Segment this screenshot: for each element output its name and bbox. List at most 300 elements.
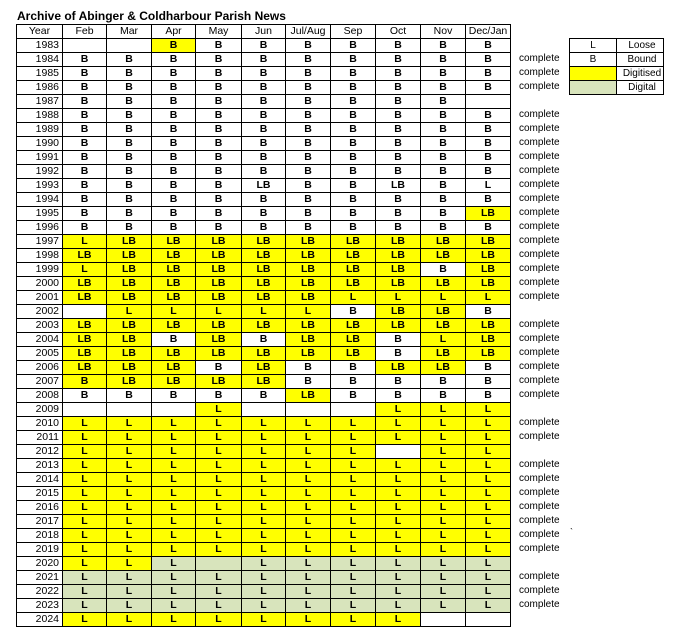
issue-cell[interactable]: LB xyxy=(286,263,331,277)
issue-cell[interactable]: LB xyxy=(421,361,466,375)
year-cell[interactable]: 2017 xyxy=(17,515,63,529)
issue-cell[interactable] xyxy=(466,613,511,627)
issue-cell[interactable]: B xyxy=(196,95,242,109)
issue-cell[interactable]: L xyxy=(63,585,107,599)
issue-cell[interactable]: L xyxy=(286,571,331,585)
issue-cell[interactable]: L xyxy=(63,515,107,529)
issue-cell[interactable]: B xyxy=(421,137,466,151)
issue-cell[interactable]: B xyxy=(286,39,331,53)
issue-cell[interactable]: B xyxy=(286,193,331,207)
issue-cell[interactable] xyxy=(63,305,107,319)
issue-cell[interactable] xyxy=(107,39,152,53)
issue-cell[interactable]: L xyxy=(196,529,242,543)
issue-cell[interactable]: L xyxy=(196,515,242,529)
issue-cell[interactable]: B xyxy=(376,95,421,109)
issue-cell[interactable]: L xyxy=(152,599,196,613)
issue-cell[interactable]: L xyxy=(242,473,286,487)
issue-cell[interactable]: LB xyxy=(196,375,242,389)
issue-cell[interactable]: B xyxy=(421,109,466,123)
issue-cell[interactable]: L xyxy=(421,599,466,613)
issue-cell[interactable]: L xyxy=(466,403,511,417)
issue-cell[interactable]: L xyxy=(466,515,511,529)
issue-cell[interactable]: L xyxy=(421,431,466,445)
issue-cell[interactable]: L xyxy=(376,529,421,543)
issue-cell[interactable]: B xyxy=(466,123,511,137)
issue-cell[interactable]: L xyxy=(421,571,466,585)
issue-cell[interactable]: LB xyxy=(466,347,511,361)
issue-cell[interactable]: B xyxy=(466,39,511,53)
year-cell[interactable]: 2006 xyxy=(17,361,63,375)
issue-cell[interactable]: LB xyxy=(242,179,286,193)
issue-cell[interactable]: LB xyxy=(107,263,152,277)
issue-cell[interactable]: B xyxy=(63,165,107,179)
issue-cell[interactable]: B xyxy=(152,123,196,137)
issue-cell[interactable]: B xyxy=(196,53,242,67)
issue-cell[interactable]: L xyxy=(63,263,107,277)
issue-cell[interactable]: B xyxy=(63,109,107,123)
issue-cell[interactable]: L xyxy=(376,291,421,305)
issue-cell[interactable]: LB xyxy=(152,347,196,361)
issue-cell[interactable]: L xyxy=(63,445,107,459)
issue-cell[interactable]: L xyxy=(107,487,152,501)
issue-cell[interactable]: B xyxy=(63,389,107,403)
issue-cell[interactable]: L xyxy=(107,459,152,473)
issue-cell[interactable]: L xyxy=(196,459,242,473)
issue-cell[interactable]: B xyxy=(421,263,466,277)
issue-cell[interactable]: B xyxy=(331,109,376,123)
year-cell[interactable]: 2009 xyxy=(17,403,63,417)
column-header-year[interactable]: Year xyxy=(17,25,63,39)
issue-cell[interactable]: L xyxy=(376,613,421,627)
issue-cell[interactable]: L xyxy=(107,599,152,613)
issue-cell[interactable]: L xyxy=(286,305,331,319)
issue-cell[interactable]: L xyxy=(286,473,331,487)
issue-cell[interactable]: B xyxy=(242,207,286,221)
issue-cell[interactable]: B xyxy=(196,39,242,53)
issue-cell[interactable]: LB xyxy=(63,347,107,361)
issue-cell[interactable]: L xyxy=(63,557,107,571)
issue-cell[interactable] xyxy=(376,445,421,459)
issue-cell[interactable]: B xyxy=(152,221,196,235)
issue-cell[interactable]: B xyxy=(152,207,196,221)
column-header[interactable]: Oct xyxy=(376,25,421,39)
year-cell[interactable]: 2005 xyxy=(17,347,63,361)
issue-cell[interactable]: B xyxy=(331,81,376,95)
issue-cell[interactable]: B xyxy=(286,137,331,151)
issue-cell[interactable]: LB xyxy=(152,277,196,291)
issue-cell[interactable]: LB xyxy=(63,249,107,263)
issue-cell[interactable]: L xyxy=(286,585,331,599)
issue-cell[interactable]: B xyxy=(196,221,242,235)
issue-cell[interactable]: L xyxy=(107,515,152,529)
issue-cell[interactable]: B xyxy=(242,53,286,67)
issue-cell[interactable]: B xyxy=(107,179,152,193)
issue-cell[interactable]: L xyxy=(242,501,286,515)
issue-cell[interactable]: L xyxy=(376,599,421,613)
issue-cell[interactable]: B xyxy=(242,137,286,151)
issue-cell[interactable]: L xyxy=(196,571,242,585)
issue-cell[interactable]: L xyxy=(196,613,242,627)
issue-cell[interactable]: B xyxy=(107,207,152,221)
year-cell[interactable]: 1997 xyxy=(17,235,63,249)
issue-cell[interactable]: B xyxy=(331,361,376,375)
issue-cell[interactable]: B xyxy=(152,165,196,179)
issue-cell[interactable]: B xyxy=(286,95,331,109)
issue-cell[interactable]: L xyxy=(331,613,376,627)
issue-cell[interactable]: L xyxy=(63,599,107,613)
issue-cell[interactable]: B xyxy=(376,389,421,403)
issue-cell[interactable]: L xyxy=(466,417,511,431)
issue-cell[interactable]: L xyxy=(63,571,107,585)
issue-cell[interactable]: L xyxy=(152,487,196,501)
year-cell[interactable]: 2001 xyxy=(17,291,63,305)
issue-cell[interactable]: LB xyxy=(331,277,376,291)
issue-cell[interactable]: LB xyxy=(242,319,286,333)
issue-cell[interactable]: LB xyxy=(107,235,152,249)
issue-cell[interactable]: L xyxy=(152,557,196,571)
issue-cell[interactable]: L xyxy=(466,445,511,459)
issue-cell[interactable]: L xyxy=(196,599,242,613)
issue-cell[interactable]: B xyxy=(376,333,421,347)
issue-cell[interactable]: L xyxy=(331,291,376,305)
issue-cell[interactable]: LB xyxy=(196,333,242,347)
issue-cell[interactable]: B xyxy=(107,109,152,123)
issue-cell[interactable]: L xyxy=(466,571,511,585)
issue-cell[interactable]: L xyxy=(107,305,152,319)
issue-cell[interactable]: LB xyxy=(286,235,331,249)
issue-cell[interactable]: L xyxy=(152,501,196,515)
year-cell[interactable]: 2019 xyxy=(17,543,63,557)
issue-cell[interactable]: L xyxy=(107,557,152,571)
year-cell[interactable]: 1993 xyxy=(17,179,63,193)
issue-cell[interactable]: LB xyxy=(242,235,286,249)
issue-cell[interactable]: B xyxy=(63,221,107,235)
issue-cell[interactable]: LB xyxy=(152,235,196,249)
issue-cell[interactable]: L xyxy=(196,305,242,319)
issue-cell[interactable]: LB xyxy=(196,347,242,361)
issue-cell[interactable]: B xyxy=(196,81,242,95)
issue-cell[interactable]: LB xyxy=(466,319,511,333)
issue-cell[interactable]: B xyxy=(242,67,286,81)
issue-cell[interactable] xyxy=(331,403,376,417)
issue-cell[interactable]: B xyxy=(421,53,466,67)
year-cell[interactable]: 2024 xyxy=(17,613,63,627)
legend-label[interactable]: Digitised xyxy=(617,67,664,81)
issue-cell[interactable]: B xyxy=(376,53,421,67)
issue-cell[interactable]: L xyxy=(242,557,286,571)
issue-cell[interactable]: B xyxy=(242,81,286,95)
year-cell[interactable]: 2002 xyxy=(17,305,63,319)
issue-cell[interactable]: L xyxy=(152,571,196,585)
issue-cell[interactable]: L xyxy=(421,417,466,431)
issue-cell[interactable]: B xyxy=(286,361,331,375)
issue-cell[interactable]: L xyxy=(242,543,286,557)
issue-cell[interactable]: L xyxy=(421,487,466,501)
column-header[interactable]: Feb xyxy=(63,25,107,39)
issue-cell[interactable]: B xyxy=(376,221,421,235)
issue-cell[interactable]: L xyxy=(421,403,466,417)
issue-cell[interactable]: LB xyxy=(107,249,152,263)
issue-cell[interactable]: L xyxy=(63,543,107,557)
issue-cell[interactable]: B xyxy=(286,207,331,221)
issue-cell[interactable]: L xyxy=(196,487,242,501)
issue-cell[interactable]: L xyxy=(421,529,466,543)
issue-cell[interactable]: B xyxy=(376,375,421,389)
year-cell[interactable]: 1983 xyxy=(17,39,63,53)
issue-cell[interactable] xyxy=(152,403,196,417)
issue-cell[interactable]: L xyxy=(242,529,286,543)
issue-cell[interactable]: B xyxy=(63,53,107,67)
issue-cell[interactable]: B xyxy=(286,165,331,179)
issue-cell[interactable] xyxy=(466,95,511,109)
issue-cell[interactable]: LB xyxy=(466,333,511,347)
issue-cell[interactable]: LB xyxy=(196,319,242,333)
legend-swatch[interactable] xyxy=(570,67,617,81)
issue-cell[interactable]: B xyxy=(242,151,286,165)
issue-cell[interactable]: L xyxy=(242,417,286,431)
issue-cell[interactable]: L xyxy=(421,291,466,305)
issue-cell[interactable]: B xyxy=(196,361,242,375)
issue-cell[interactable]: L xyxy=(466,599,511,613)
issue-cell[interactable]: B xyxy=(196,193,242,207)
issue-cell[interactable]: B xyxy=(376,347,421,361)
issue-cell[interactable]: L xyxy=(196,431,242,445)
issue-cell[interactable]: B xyxy=(152,53,196,67)
issue-cell[interactable]: B xyxy=(331,207,376,221)
issue-cell[interactable]: LB xyxy=(63,291,107,305)
issue-cell[interactable]: L xyxy=(331,501,376,515)
issue-cell[interactable]: B xyxy=(63,179,107,193)
issue-cell[interactable]: L xyxy=(421,473,466,487)
issue-cell[interactable]: B xyxy=(152,109,196,123)
issue-cell[interactable]: B xyxy=(196,389,242,403)
issue-cell[interactable]: LB xyxy=(107,347,152,361)
issue-cell[interactable]: LB xyxy=(331,347,376,361)
issue-cell[interactable]: L xyxy=(331,431,376,445)
issue-cell[interactable]: L xyxy=(286,487,331,501)
issue-cell[interactable]: L xyxy=(286,613,331,627)
issue-cell[interactable]: B xyxy=(331,123,376,137)
issue-cell[interactable]: L xyxy=(242,599,286,613)
issue-cell[interactable]: B xyxy=(466,81,511,95)
issue-cell[interactable]: L xyxy=(466,529,511,543)
column-header[interactable]: Nov xyxy=(421,25,466,39)
issue-cell[interactable]: L xyxy=(376,557,421,571)
issue-cell[interactable]: B xyxy=(331,165,376,179)
issue-cell[interactable]: L xyxy=(286,501,331,515)
issue-cell[interactable]: B xyxy=(466,305,511,319)
issue-cell[interactable]: L xyxy=(242,585,286,599)
issue-cell[interactable]: B xyxy=(63,207,107,221)
issue-cell[interactable]: L xyxy=(286,459,331,473)
issue-cell[interactable]: L xyxy=(286,515,331,529)
issue-cell[interactable]: L xyxy=(152,529,196,543)
legend-label[interactable]: Loose xyxy=(617,39,664,53)
issue-cell[interactable]: LB xyxy=(107,375,152,389)
issue-cell[interactable]: L xyxy=(376,431,421,445)
issue-cell[interactable]: L xyxy=(107,571,152,585)
issue-cell[interactable]: L xyxy=(63,235,107,249)
issue-cell[interactable]: L xyxy=(196,543,242,557)
issue-cell[interactable]: LB xyxy=(242,277,286,291)
issue-cell[interactable]: B xyxy=(376,137,421,151)
issue-cell[interactable]: L xyxy=(63,613,107,627)
issue-cell[interactable]: L xyxy=(421,515,466,529)
column-header[interactable]: Jul/Aug xyxy=(286,25,331,39)
issue-cell[interactable]: L xyxy=(421,543,466,557)
issue-cell[interactable]: B xyxy=(421,207,466,221)
issue-cell[interactable]: B xyxy=(242,389,286,403)
issue-cell[interactable]: LB xyxy=(242,249,286,263)
issue-cell[interactable]: B xyxy=(152,67,196,81)
issue-cell[interactable]: LB xyxy=(331,235,376,249)
issue-cell[interactable]: B xyxy=(107,137,152,151)
issue-cell[interactable]: LB xyxy=(63,277,107,291)
issue-cell[interactable]: L xyxy=(63,459,107,473)
issue-cell[interactable]: L xyxy=(152,515,196,529)
column-header[interactable]: Apr xyxy=(152,25,196,39)
year-cell[interactable]: 2016 xyxy=(17,501,63,515)
issue-cell[interactable]: B xyxy=(107,123,152,137)
year-cell[interactable]: 1994 xyxy=(17,193,63,207)
issue-cell[interactable]: B xyxy=(286,123,331,137)
issue-cell[interactable]: LB xyxy=(286,347,331,361)
issue-cell[interactable]: B xyxy=(196,123,242,137)
column-header[interactable]: Jun xyxy=(242,25,286,39)
issue-cell[interactable]: B xyxy=(421,193,466,207)
issue-cell[interactable]: B xyxy=(331,389,376,403)
issue-cell[interactable]: B xyxy=(107,165,152,179)
issue-cell[interactable]: L xyxy=(331,459,376,473)
year-cell[interactable]: 2010 xyxy=(17,417,63,431)
issue-cell[interactable]: L xyxy=(152,613,196,627)
year-cell[interactable]: 1988 xyxy=(17,109,63,123)
issue-cell[interactable]: LB xyxy=(107,291,152,305)
issue-cell[interactable]: B xyxy=(421,39,466,53)
year-cell[interactable]: 2012 xyxy=(17,445,63,459)
issue-cell[interactable]: LB xyxy=(421,277,466,291)
issue-cell[interactable]: LB xyxy=(421,249,466,263)
issue-cell[interactable]: B xyxy=(466,165,511,179)
issue-cell[interactable]: B xyxy=(466,109,511,123)
issue-cell[interactable]: L xyxy=(242,305,286,319)
legend-swatch[interactable] xyxy=(570,81,617,95)
issue-cell[interactable]: B xyxy=(331,67,376,81)
issue-cell[interactable]: B xyxy=(466,361,511,375)
issue-cell[interactable]: B xyxy=(331,179,376,193)
year-cell[interactable]: 2004 xyxy=(17,333,63,347)
issue-cell[interactable]: L xyxy=(376,571,421,585)
issue-cell[interactable]: L xyxy=(196,403,242,417)
issue-cell[interactable]: B xyxy=(107,81,152,95)
year-cell[interactable]: 2020 xyxy=(17,557,63,571)
issue-cell[interactable]: L xyxy=(63,529,107,543)
year-cell[interactable]: 1995 xyxy=(17,207,63,221)
issue-cell[interactable]: LB xyxy=(286,333,331,347)
issue-cell[interactable]: L xyxy=(107,529,152,543)
issue-cell[interactable]: L xyxy=(286,417,331,431)
issue-cell[interactable]: LB xyxy=(331,319,376,333)
issue-cell[interactable]: B xyxy=(376,39,421,53)
issue-cell[interactable]: LB xyxy=(421,347,466,361)
issue-cell[interactable]: B xyxy=(152,81,196,95)
issue-cell[interactable]: L xyxy=(376,515,421,529)
issue-cell[interactable]: L xyxy=(63,417,107,431)
issue-cell[interactable]: B xyxy=(286,221,331,235)
issue-cell[interactable]: LB xyxy=(196,277,242,291)
year-cell[interactable]: 2023 xyxy=(17,599,63,613)
issue-cell[interactable]: B xyxy=(196,67,242,81)
legend-swatch[interactable]: L xyxy=(570,39,617,53)
issue-cell[interactable]: B xyxy=(242,221,286,235)
issue-cell[interactable]: LB xyxy=(196,249,242,263)
issue-cell[interactable]: L xyxy=(286,445,331,459)
issue-cell[interactable]: LB xyxy=(242,361,286,375)
issue-cell[interactable]: LB xyxy=(376,235,421,249)
issue-cell[interactable]: L xyxy=(376,459,421,473)
issue-cell[interactable]: B xyxy=(376,109,421,123)
issue-cell[interactable]: B xyxy=(331,53,376,67)
issue-cell[interactable]: B xyxy=(421,389,466,403)
issue-cell[interactable]: LB xyxy=(466,277,511,291)
issue-cell[interactable]: B xyxy=(152,95,196,109)
issue-cell[interactable]: B xyxy=(376,193,421,207)
issue-cell[interactable]: LB xyxy=(242,291,286,305)
issue-cell[interactable]: L xyxy=(376,487,421,501)
issue-cell[interactable]: B xyxy=(107,95,152,109)
issue-cell[interactable]: L xyxy=(376,473,421,487)
issue-cell[interactable]: L xyxy=(107,613,152,627)
issue-cell[interactable]: B xyxy=(286,109,331,123)
legend-swatch[interactable]: B xyxy=(570,53,617,67)
issue-cell[interactable]: L xyxy=(286,529,331,543)
issue-cell[interactable]: L xyxy=(421,557,466,571)
issue-cell[interactable]: L xyxy=(466,543,511,557)
year-cell[interactable]: 2021 xyxy=(17,571,63,585)
issue-cell[interactable]: B xyxy=(286,81,331,95)
issue-cell[interactable]: LB xyxy=(152,319,196,333)
year-cell[interactable]: 1999 xyxy=(17,263,63,277)
issue-cell[interactable]: B xyxy=(63,137,107,151)
year-cell[interactable]: 2007 xyxy=(17,375,63,389)
issue-cell[interactable]: LB xyxy=(376,319,421,333)
issue-cell[interactable]: LB xyxy=(152,249,196,263)
issue-cell[interactable]: B xyxy=(63,95,107,109)
issue-cell[interactable]: B xyxy=(466,137,511,151)
issue-cell[interactable]: B xyxy=(196,137,242,151)
issue-cell[interactable]: LB xyxy=(63,319,107,333)
issue-cell[interactable]: LB xyxy=(107,333,152,347)
issue-cell[interactable]: L xyxy=(466,291,511,305)
issue-cell[interactable]: LB xyxy=(331,249,376,263)
issue-cell[interactable]: B xyxy=(421,81,466,95)
issue-cell[interactable] xyxy=(63,403,107,417)
issue-cell[interactable]: L xyxy=(376,543,421,557)
year-cell[interactable]: 2014 xyxy=(17,473,63,487)
issue-cell[interactable]: L xyxy=(152,473,196,487)
issue-cell[interactable]: B xyxy=(286,375,331,389)
year-cell[interactable]: 1998 xyxy=(17,249,63,263)
year-cell[interactable]: 2003 xyxy=(17,319,63,333)
year-cell[interactable]: 2013 xyxy=(17,459,63,473)
year-cell[interactable]: 1986 xyxy=(17,81,63,95)
issue-cell[interactable]: B xyxy=(242,123,286,137)
issue-cell[interactable]: L xyxy=(196,417,242,431)
issue-cell[interactable]: L xyxy=(331,529,376,543)
issue-cell[interactable]: LB xyxy=(107,277,152,291)
issue-cell[interactable]: B xyxy=(196,165,242,179)
issue-cell[interactable]: B xyxy=(152,151,196,165)
